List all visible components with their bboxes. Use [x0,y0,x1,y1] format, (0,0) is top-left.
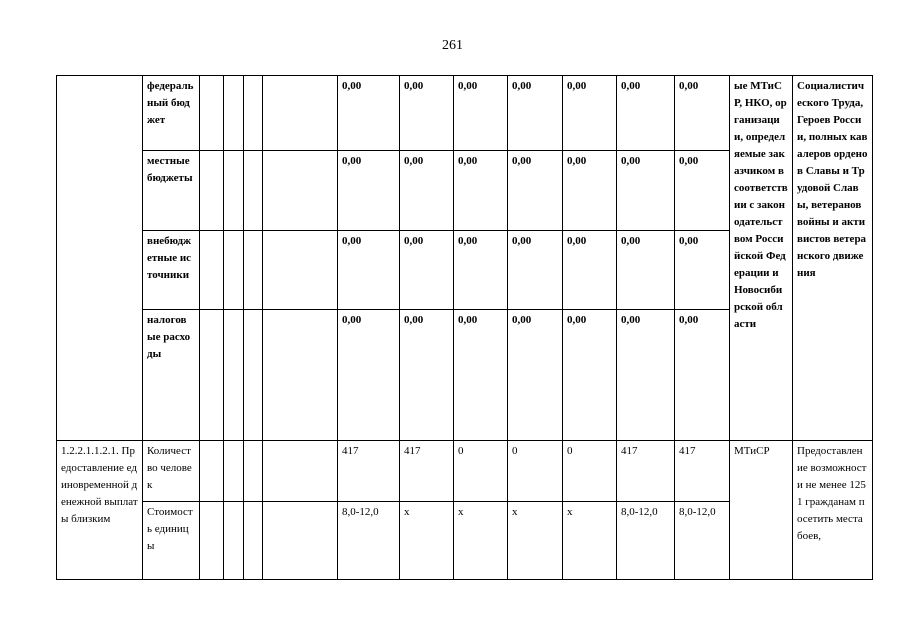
value-cell: 8,0-12,0 [675,502,730,580]
empty-cell [224,502,244,580]
value-cell: x [508,502,563,580]
empty-cell [200,151,224,231]
empty-cell [224,231,244,310]
value-cell: 0,00 [675,310,730,441]
empty-cell [263,310,338,441]
value-cell: 0,00 [675,231,730,310]
empty-cell [224,441,244,502]
value-cell: 0,00 [563,231,617,310]
empty-cell [200,231,224,310]
funding-source-cell: внебюджетные источники [143,231,200,310]
empty-cell [57,76,143,441]
value-cell: 0,00 [338,151,400,231]
empty-cell [200,441,224,502]
empty-cell [244,231,263,310]
funding-source-cell: налоговые расходы [143,310,200,441]
empty-cell [200,310,224,441]
result-cell: Социалистического Труда, Героев России, полных кавалеров орденов Славы и Трудовой Славы, ветеранов войны и активистов ветеранского движения [793,76,873,441]
value-cell: 0,00 [508,310,563,441]
indicator-cell: Количество человек [143,441,200,502]
executor-cell: ые МТиСР, НКО, организации, определяемые заказчиком в соответствии с законодательством Российской Федерации и Новосибирской области [730,76,793,441]
value-cell: 0,00 [508,231,563,310]
value-cell: 8,0-12,0 [617,502,675,580]
empty-cell [200,502,224,580]
value-cell: 417 [400,441,454,502]
value-cell: x [563,502,617,580]
budget-table [56,75,873,580]
empty-cell [244,76,263,151]
value-cell: 0,00 [454,310,508,441]
measure-code-cell: 1.2.2.1.1.2.1. Предоставление единовременной денежной выплаты близким [57,441,143,580]
value-cell: 0,00 [338,76,400,151]
value-cell: 0,00 [400,76,454,151]
empty-cell [224,310,244,441]
value-cell: 0,00 [338,231,400,310]
value-cell: 0,00 [617,231,675,310]
value-cell: 0 [454,441,508,502]
value-cell: 0,00 [454,76,508,151]
value-cell: 0,00 [675,151,730,231]
empty-cell [244,441,263,502]
empty-cell [224,151,244,231]
funding-source-cell: местные бюджеты [143,151,200,231]
value-cell: 0,00 [400,231,454,310]
table-row [57,76,873,151]
page-number: 261 [442,38,463,53]
value-cell: 0,00 [454,151,508,231]
empty-cell [263,231,338,310]
value-cell: 0,00 [617,151,675,231]
value-cell: 8,0-12,0 [338,502,400,580]
value-cell: 0 [508,441,563,502]
value-cell: 0,00 [508,151,563,231]
empty-cell [263,502,338,580]
value-cell: 0,00 [508,76,563,151]
value-cell: 0,00 [617,76,675,151]
value-cell: 0,00 [400,310,454,441]
value-cell: x [400,502,454,580]
value-cell: 417 [675,441,730,502]
result-cell: Предоставление возможности не менее 1251 гражданам посетить места боев, [793,441,873,580]
value-cell: 0 [563,441,617,502]
value-cell: 0,00 [563,310,617,441]
value-cell: 0,00 [675,76,730,151]
value-cell: 0,00 [617,310,675,441]
empty-cell [244,310,263,441]
empty-cell [200,76,224,151]
value-cell: 0,00 [338,310,400,441]
value-cell: 417 [338,441,400,502]
value-cell: 0,00 [563,151,617,231]
funding-source-cell: федеральный бюджет [143,76,200,151]
value-cell: x [454,502,508,580]
empty-cell [263,151,338,231]
empty-cell [263,76,338,151]
value-cell: 0,00 [400,151,454,231]
empty-cell [244,151,263,231]
value-cell: 417 [617,441,675,502]
value-cell: 0,00 [454,231,508,310]
value-cell: 0,00 [563,76,617,151]
empty-cell [224,76,244,151]
indicator-cell: Стоимость единицы [143,502,200,580]
executor-cell: МТиСР [730,441,793,580]
empty-cell [244,502,263,580]
table-row [57,441,873,502]
empty-cell [263,441,338,502]
